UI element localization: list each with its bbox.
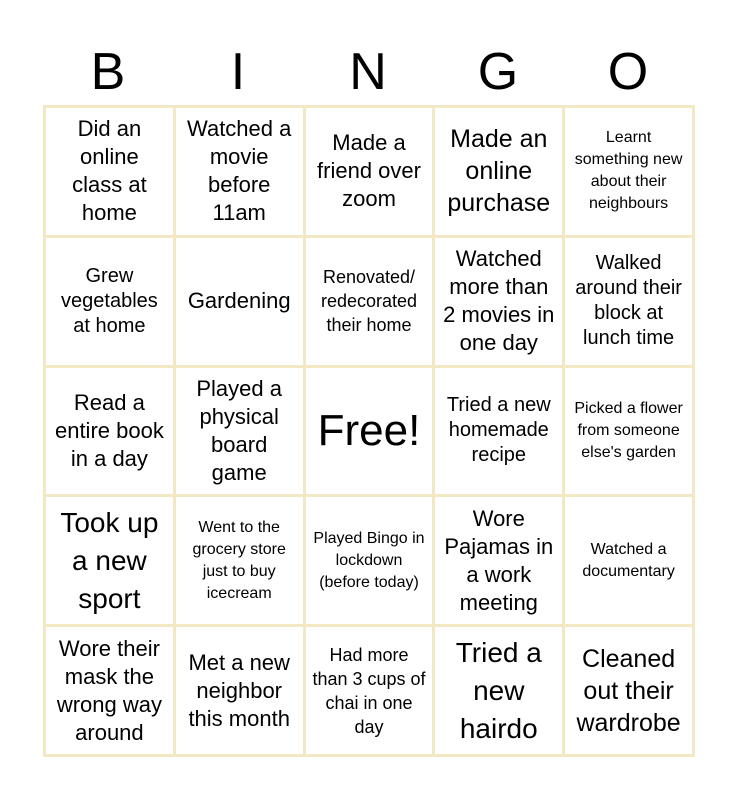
cell-text: Gardening: [187, 288, 291, 314]
bingo-cell[interactable]: [46, 368, 173, 495]
bingo-cell[interactable]: [565, 368, 692, 495]
cell-text: Renovated/ redecorated their home: [320, 267, 418, 336]
bingo-cell[interactable]: [46, 108, 173, 235]
bingo-cell[interactable]: [46, 238, 173, 365]
cell-text: Made an online purchase: [447, 125, 551, 218]
bingo-cell[interactable]: [46, 627, 173, 754]
cell-text: Watched more than 2 movies in one day: [443, 246, 555, 356]
bingo-cell[interactable]: [306, 238, 433, 365]
bingo-cell[interactable]: [176, 497, 303, 624]
cell-text: Had more than 3 cups of chai in one day: [312, 644, 426, 737]
bingo-cell[interactable]: [435, 108, 562, 235]
cell-text: Wore Pajamas in a work meeting: [444, 505, 554, 615]
cell-text: Grew vegetables at home: [61, 264, 158, 337]
cell-text: Tried a new homemade recipe: [446, 394, 551, 467]
cell-text: Learnt something new about their neighbours: [574, 129, 683, 213]
bingo-cell[interactable]: [176, 368, 303, 495]
cell-text: Played Bingo in lockdown (before today): [313, 529, 425, 591]
bingo-cell[interactable]: [306, 108, 433, 235]
header-letter-o: O: [607, 43, 649, 101]
bingo-cell[interactable]: [176, 108, 303, 235]
bingo-cell[interactable]: [435, 627, 562, 754]
bingo-cell[interactable]: [565, 108, 692, 235]
cell-text: Tried a new hairdo: [455, 636, 542, 744]
header-letter-n: N: [349, 43, 387, 101]
bingo-cell[interactable]: [176, 627, 303, 754]
cell-text: Cleaned out their wardrobe: [576, 644, 681, 737]
cell-text: Wore their mask the wrong way around: [56, 635, 162, 745]
bingo-board: [43, 105, 695, 757]
cell-text: Did an online class at home: [72, 116, 147, 226]
header-letter-i: I: [230, 43, 246, 101]
bingo-cell[interactable]: [565, 497, 692, 624]
cell-text: Met a new neighbor this month: [188, 649, 290, 731]
bingo-header: [43, 40, 693, 104]
cell-text: Watched a movie before 11am: [187, 116, 292, 226]
cell-text: Made a friend over zoom: [317, 130, 421, 212]
header-letter-g: G: [477, 43, 519, 101]
bingo-cell[interactable]: [176, 238, 303, 365]
bingo-cell[interactable]: [306, 627, 433, 754]
cell-text: Watched a documentary: [582, 540, 675, 580]
bingo-cell[interactable]: [306, 497, 433, 624]
cell-text: Went to the grocery store just to buy icecream: [192, 518, 286, 602]
bingo-cell[interactable]: [565, 238, 692, 365]
bingo-cell[interactable]: [435, 368, 562, 495]
cell-text: Took up a new sport: [60, 506, 159, 614]
bingo-cell[interactable]: [565, 627, 692, 754]
bingo-cell[interactable]: [435, 238, 562, 365]
cell-text: Played a physical board game: [196, 375, 282, 485]
bingo-cell-free[interactable]: [306, 368, 433, 495]
cell-text: Read a entire book in a day: [54, 389, 164, 471]
cell-text: Free!: [317, 405, 421, 455]
bingo-cell[interactable]: [46, 497, 173, 624]
bingo-cell[interactable]: [435, 497, 562, 624]
cell-text: Walked around their block at lunch time: [575, 252, 682, 350]
cell-text: Picked a flower from someone else's garden: [574, 399, 683, 461]
header-letter-b: B: [90, 43, 126, 101]
